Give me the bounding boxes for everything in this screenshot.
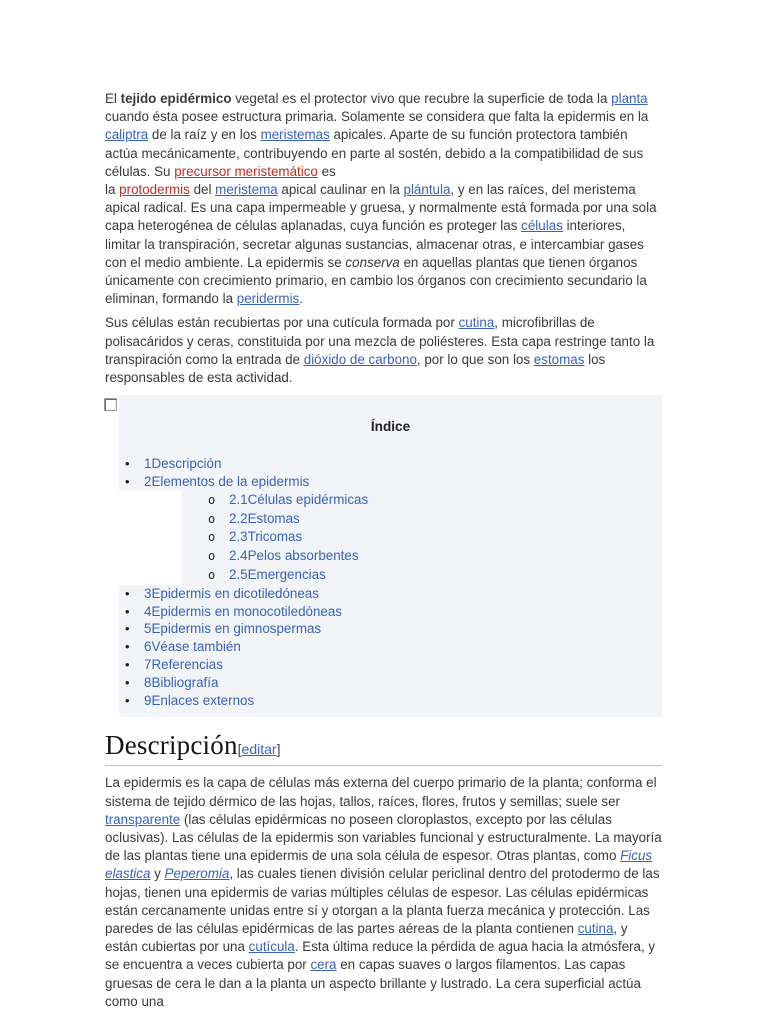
text-link[interactable]: dióxido de carbono [303, 351, 417, 367]
text-segment: los responsables de esta actividad. [105, 351, 606, 386]
text-segment: . [299, 291, 303, 307]
text-segment: conserva [345, 254, 400, 270]
toc-link[interactable]: 6Véase también [144, 639, 241, 655]
toc-link[interactable]: 7Referencias [144, 657, 223, 673]
toc-link[interactable]: 3Epidermis en dicotiledóneas [144, 585, 319, 601]
text-link[interactable]: Ficus elastica [105, 848, 653, 882]
text-segment: Sus células están recubiertas por una cutícula formada por [105, 315, 459, 331]
bullet-disc-icon: • [125, 692, 130, 708]
toc-item [119, 473, 662, 491]
red-link[interactable]: protodermis [119, 182, 190, 198]
toc-link[interactable]: 2.1Células epidérmicas [229, 491, 369, 507]
toc-link[interactable]: 4Epidermis en monocotiledóneas [144, 603, 343, 619]
toc-item [119, 547, 662, 566]
text-segment: . Esta última reduce la pérdida de agua hacia la atmósfera, y se encuentra a veces cubierta por [105, 939, 656, 973]
text-link[interactable]: Peperomia [164, 866, 230, 882]
text-link[interactable]: plántula [403, 182, 451, 198]
text-link[interactable]: cera [310, 957, 337, 973]
toc-link[interactable]: 2.5Emergencias [229, 567, 326, 583]
toc-link[interactable]: 9Enlaces externos [144, 692, 255, 708]
text-link[interactable]: peridermis [236, 291, 300, 307]
text-segment: apical caulinar en la [277, 182, 404, 198]
toc-item [119, 455, 662, 473]
bullet-disc-icon: • [125, 639, 130, 655]
bullet-circle-icon: o [208, 568, 216, 583]
bullet-circle-icon: o [208, 530, 216, 545]
edit-open-bracket: [ [237, 741, 242, 758]
text-segment: de la raíz y en los [148, 127, 261, 143]
toc-item [119, 491, 662, 510]
text-segment: en aquellas plantas que tienen órganos únicamente con crecimiento primario, en cambio los órganos con crecimiento secundario la eliminan, formando la [105, 254, 647, 307]
text-segment: (las células epidérmicas no poseen cloroplastos, excepto por las células oclusivas). Las células de la epidermis son variables funcional y estructuralmente. La mayoría de las plantas tiene una epidermis de una sola célula de espesor. Otras plantas, como [105, 811, 662, 864]
toc-link[interactable]: 2.3Tricomas [229, 529, 303, 545]
text-link[interactable]: meristemas [260, 127, 330, 143]
description-paragraph [105, 774, 662, 1011]
text-segment: , microfibrillas de polisacáridos y ceras, constituida por una mezcla de poliésteres. Esta capa restringe tanto la transpiración como la entrada de [105, 315, 655, 367]
table-of-contents [105, 395, 662, 717]
toc-link[interactable]: 8Bibliografía [144, 674, 219, 690]
text-segment: del [189, 182, 216, 198]
text-segment: la [105, 182, 120, 198]
bullet-circle-icon: o [208, 549, 216, 564]
toc-item [119, 510, 662, 529]
text-segment: es [317, 163, 336, 179]
text-segment: , y están cubiertas por una [105, 921, 628, 955]
toc-box [119, 395, 662, 717]
toc-link[interactable]: 2.2Estomas [229, 510, 300, 526]
toc-item [119, 692, 662, 710]
text-segment: , las cuales tienen división celular periclinal dentro del protodermo de las hojas, tienen una epidermis de varias múltiples células de espesor. Las células epidérmicas están cercanamente unidas entre sí y otorgan a la planta fuerza mecánica y protección. Las paredes de las células epidérmicas de las partes aéreas de la planta contienen [105, 866, 660, 937]
text-link[interactable]: transparente [105, 811, 181, 827]
text-segment: y [150, 866, 165, 882]
text-segment: interiores, limitar la transpiración, secretar algunas sustancias, almacenar otras, e intercambiar gases con el medio ambiente. La epidermis se [105, 218, 644, 270]
toc-checkbox[interactable] [104, 398, 117, 411]
toc-item [119, 674, 662, 692]
bullet-circle-icon: o [208, 492, 216, 507]
bullet-disc-icon: • [125, 585, 130, 601]
toc-list [119, 455, 662, 709]
bullet-circle-icon: o [208, 511, 216, 526]
section-heading-block [105, 730, 662, 766]
text-link[interactable]: caliptra [105, 127, 149, 143]
edit-close-bracket: ] [276, 741, 281, 758]
text-segment: en capas suaves o largos filamentos. Las capas gruesas de cera le dan a la planta un aspecto brillante y lustrado. La cera superficial actúa como una [105, 957, 641, 1009]
text-segment: El [105, 91, 121, 106]
intro-paragraph-1 [105, 90, 662, 308]
text-link[interactable]: células [521, 218, 563, 234]
red-link[interactable]: precursor meristemático [174, 163, 318, 179]
toc-item [119, 620, 662, 638]
text-link[interactable]: estomas [533, 351, 585, 367]
intro-paragraph-2 [105, 314, 662, 387]
text-link[interactable]: cutícula [248, 939, 295, 955]
toc-item [119, 528, 662, 547]
bullet-disc-icon: • [125, 621, 130, 637]
toc-link[interactable]: 2Elementos de la epidermis [144, 474, 310, 490]
bullet-disc-icon: • [125, 657, 130, 673]
toc-link[interactable]: 5Epidermis en gimnospermas [144, 621, 322, 637]
text-segment: cuando ésta posee estructura primaria. Solamente se considera que falta la epidermis en la [105, 109, 649, 125]
toc-item [119, 585, 662, 603]
toc-link[interactable]: 1Descripción [144, 456, 222, 472]
section-heading: Descripción [105, 730, 238, 761]
toc-item [119, 603, 662, 621]
text-link[interactable]: cutina [577, 921, 614, 937]
text-link[interactable]: planta [611, 91, 648, 106]
text-segment: vegetal es el protector vivo que recubre la superficie de toda la [231, 91, 612, 106]
edit-link[interactable]: editar [241, 741, 277, 758]
bullet-disc-icon: • [125, 603, 130, 619]
text-link[interactable]: meristema [215, 182, 278, 198]
toc-item [119, 638, 662, 656]
text-segment: tejido epidérmico [120, 91, 232, 106]
text-segment: , por lo que son los [416, 351, 534, 367]
text-link[interactable]: cutina [458, 315, 495, 331]
bullet-disc-icon: • [125, 474, 130, 490]
toc-link[interactable]: 2.4Pelos absorbentes [229, 548, 359, 564]
toc-item [119, 656, 662, 674]
toc-title: Índice [370, 419, 411, 435]
text-segment: , y en las raíces, del meristema apical radical. Es una capa impermeable y gruesa, y normalmente está formada por una sola capa heterogénea de células aplanadas, cuya función es proteger las [105, 182, 657, 234]
toc-item [119, 566, 662, 585]
text-segment: La epidermis es la capa de células más externa del cuerpo primario de la planta; conforma el sistema de tejido dérmico de las hojas, tallos, raíces, flores, frutos y semillas; suele ser [105, 775, 657, 809]
bullet-disc-icon: • [125, 674, 130, 690]
bullet-disc-icon: • [125, 456, 130, 472]
text-segment: apicales. Aparte de su función protectora también actúa mecánicamente, contribuyendo en parte al sostén, debido a la compatibilidad de sus células. Su [105, 127, 644, 179]
